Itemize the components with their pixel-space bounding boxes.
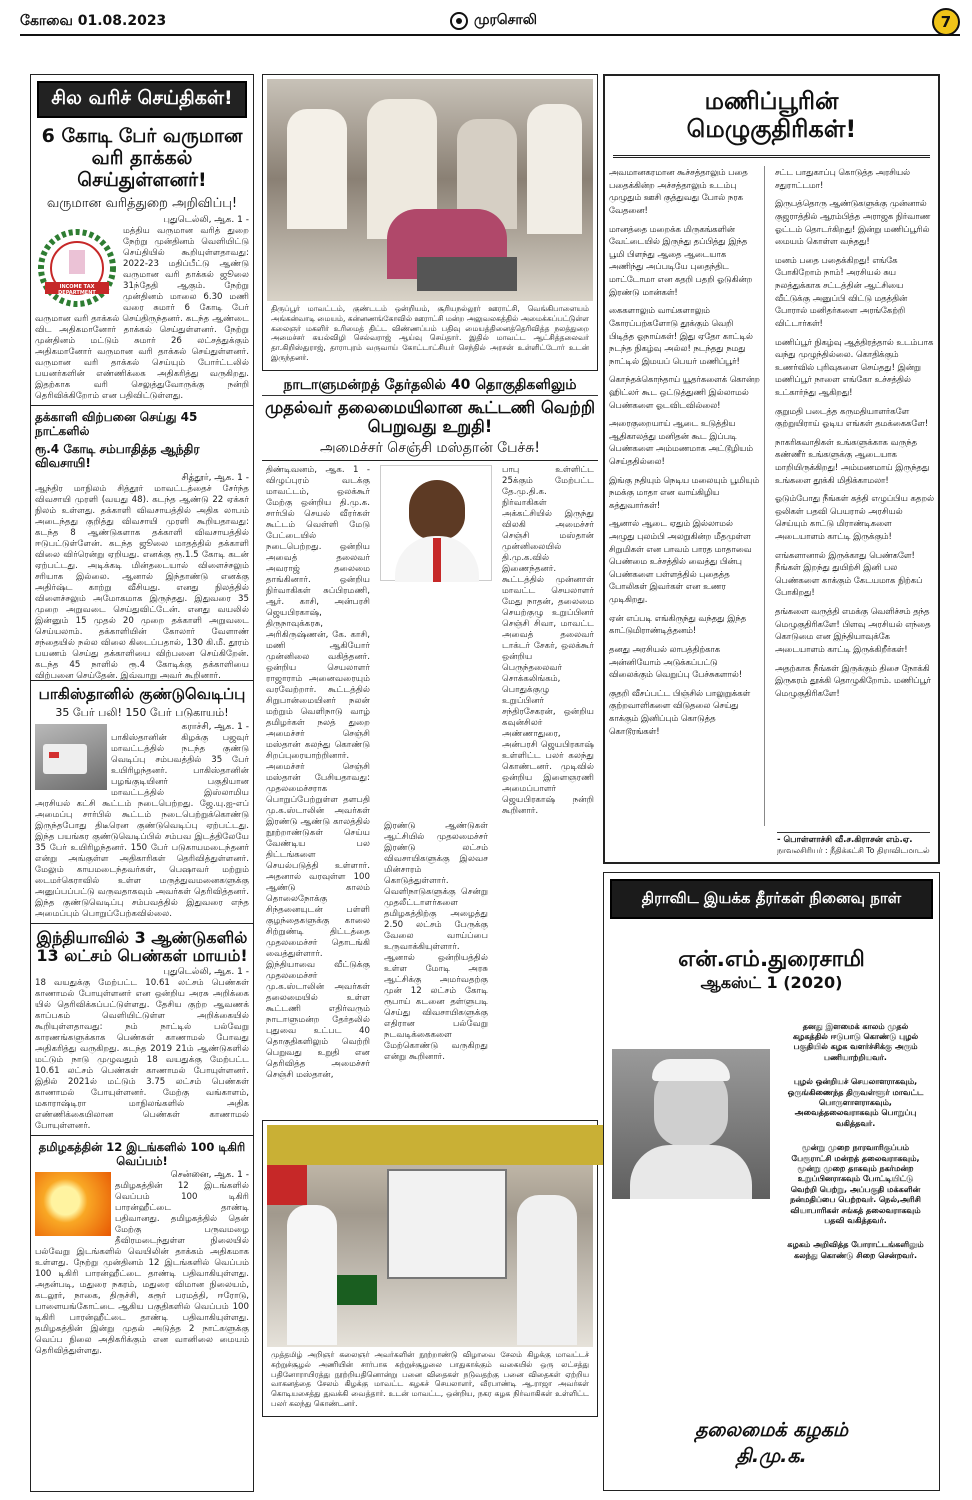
story-tomato-head1: தக்காளி விற்பனை செய்து 45 நாட்களில் xyxy=(35,410,198,439)
memorial-date: ஆகஸ்ட் 1 (2020) xyxy=(700,973,843,993)
minister-story-kicker: நாடாளுமன்றத் தேர்தலில் 40 தொகுதிகளிலும் xyxy=(262,377,598,396)
poem-stanza: ஏன் எப்படி எங்கிருந்து வந்தது இந்த காட்டுமிராண்டித்தனம்! xyxy=(609,612,747,636)
heat-sun-photo xyxy=(35,1172,111,1236)
memorial-bio xyxy=(780,1019,931,1264)
poem-box xyxy=(603,74,940,864)
story-pakistan-sub: 35 பேர் பலி! 150 பேர் படுகாயம்! xyxy=(55,705,229,719)
story-pakistan-blast xyxy=(31,684,253,920)
briefs-banner: சில வரிச் செய்திகள்! xyxy=(37,81,247,118)
page-number: 7 xyxy=(932,8,960,36)
pakistan-blast-photo xyxy=(35,724,107,790)
story-pakistan-body: பாகிஸ்தானின் கிழக்கு பஜவுர் மாவட்டத்தில் நடந்த குண்டு வெடிப்பு சம்பவத்தில் 35 பேர் உயிரிழந்தனர். பாகிஸ்தானின் பழங்குடியினர் பகுதியான மாவட்டத்தில் இஸ்லாமிய அரசியல் கட்சி கூட்டம் நடைபெற்றது. ஜே.யு.ஐ-எப் அமைப்பு சார்பில் கூட்டம் நடைபெற்றுக்கொண்டு இருந்தபோது திடீரென குண்டுவெடிப்பு ஏற்பட்டது. இந்த பயங்கர குண்டுவெடிப்பில் சம்பவ இடத்திலேயே 35 பேர் உயிரிழந்தனர். 150 பேர் படுகாயமடைந்தனர் என்று அங்குள்ள அதிகாரிகள் தெரிவித்துள்ளனர். மேலும் காயமடைந்தவர்கள், பெஷாவர் மற்றும் டைமர்கெராவில் உள்ள மருத்துவமனைகளுக்கு அனுப்பப்பட்டு வருவதாகவும் அவர்கள் தெரிவித்தனர். இந்த குண்டுவெடிப்பு சம்பவத்தில் இதுவரை எந்த அமைப்பும் பொறுப்பேற்கவில்லை. xyxy=(35,732,249,919)
poem-stanza: இங்கு நதியும் நெடிய மலையும் பூமியும் நமக்கு மாதா என வாய்கிழிய கத்துவார்கள்! xyxy=(609,474,760,510)
memorial-sign-2: தி.மு.க. xyxy=(736,1445,807,1468)
poem-stanza: சட்ட பாதுகாப்பு கொடுத்த அரசியல் சதுராட்டமா! xyxy=(775,167,910,190)
palm-seed-story xyxy=(262,1120,598,1417)
poem-stanza: எங்களானால் இருக்காது பெண்களே! நீங்கள் இறந்து துயிற்சி இனி பல பெண்களை காக்கும் கேடயமாக நிற்கப் போகிறது! xyxy=(775,549,923,598)
page-date: கோவை 01.08.2023 xyxy=(20,13,167,29)
paper-brand xyxy=(450,12,537,30)
story-missing-women-dateline: புதுடெல்லி, ஆக. 1 - xyxy=(163,967,249,978)
memorial-name: என்.எம்.துரைசாமி xyxy=(678,947,865,972)
story-heat-head: தமிழகத்தின் 12 இடங்களில் 100 டிகிரி வெப்பம்! xyxy=(38,1140,246,1168)
poem-title: மணிப்பூரின் மெழுகுதிரிகள்! xyxy=(613,76,930,158)
memorial-sign-1: தலைமைக் கழகம் xyxy=(694,1419,849,1442)
poem-stanza: கைகளாலும் வாய்களாலும் கோரப்பற்களோடு தூக்கும் வெறி பிடித்த ஓநாய்கள்! இது ஏதோ காட்டில் நடந்த நிகழ்வு அல்ல! நடந்தது நமது நாட்டில் இமயப் பெயர் மணிப்பூர்! xyxy=(609,305,753,366)
story-tomato-farmer xyxy=(31,409,253,681)
minister-story-body xyxy=(262,465,598,1081)
income-tax-seal-icon xyxy=(35,226,119,310)
story-income-tax-body: மத்திய வருமான வரித் துறை நேற்று முன்தினம் வெளியிட்டு செய்தியில் கூறியுள்ளதாவது: 2022-23 மதிப்பீட்டு ஆண்டு வருமான வரி தாக்கல் ஜூலை 31ந்தேதி ஆகும். நேற்று முன்தினம் மாலை 6.30 மணி வரை சுமார் 6 கோடி பேர் வருமான வரி தாக்கல் செய்திருந்தனர். கடந்த ஆண்டை விட அதிகமானோர் தாக்கல் செய்துள்ளனர். நேற்று முன்தினம் மட்டும் சுமார் 26 லட்சத்துக்கும் அதிகமானோர் வருமான வரி தாக்கல் செய்துள்ளனர். வருமான வரி தாக்கல் செய்யும் போர்ட்டலில் பயனர்களின் எண்ணிக்கை அதிகரித்து வருகிறது. இதற்காக வரி செலுத்துவோருக்கு நன்றி தெரிவிக்கிறோம் என பதிவிட்டுள்ளது. xyxy=(35,226,249,402)
poem-stanza: அவமானகரமான கூச்சத்தாலும் பதை பதைக்கின்ற அச்சத்தாலும் உடம்பு முழுதும் ஊசி குத்துவது போல் நரக வேதனை! xyxy=(609,167,748,216)
right-column xyxy=(603,74,940,1492)
briefs-column xyxy=(30,74,254,1492)
paper-name: முரசொலி xyxy=(474,12,537,28)
registration-camp-photo xyxy=(267,79,593,301)
poem-stanza: அதற்காக நீங்கள் இருக்கும் திசை நோக்கி இருகரம் தூக்கி தொழுகிறோம். மணிப்பூர் மெழுகுதிரிகளே! xyxy=(775,662,931,698)
story-missing-women-body: 18 வயதுக்கு மேற்பட்ட 10.61 லட்சம் பெண்கள் காணாமல் போயுள்ளனர் என ஒன்றிய அரசு அறிக்கை யில் தெரிவிக்கப்பட்டுள்ளது. தேசிய குற்ற ஆவணக் காப்பகம் வெளியிட்டுள்ள அறிக்கையில் கூறியுள்ளதாவது: நம் நாட்டில் பல்வேறு காரணங்களுக்காக பெண்கள் காணாமல் போவது அதிகரித்து வருகிறது. கடந்த 2019 21ம் ஆண்டுகளில் மட்டும் நாடு முழுவதும் 18 வயதுக்கு மேற்பட்ட 10.61 லட்சம் பெண்கள் காணாமல் போயுள்ளனர். இதில் 2021ல் மட்டும் 3.75 லட்சம் பெண்கள் காணாமல் போயுள்ளனர். மேற்கு வங்காளம், மகாராஷ்டிரா மாநிலங்களில் அதிக எண்ணிக்கையிலான பெண்கள் காணாமல் போயுள்ளனர். xyxy=(35,978,249,1132)
poem-stanza: தங்களை வருத்தி எமக்கு வெளிச்சம் தந்த மெழுகுதிரிகளே! பிளவு அரசியல் எந்தை கொடுமை என இந்தியாவுக்கே அடையாளம் காட்டி இருக்கிறீர்கள்! xyxy=(775,606,931,654)
poem-stanza: நாகரிகவாதிகள் உங்களுக்காக வருந்த கண்ணீர் உங்களுக்கு ஆடையாக மாறியிருக்கிறது! அம்மணமாய் இருந்தது உங்களை தூக்கி மிதிக்காமலா! xyxy=(775,436,930,485)
poem-stanza: கொந்தக்கொந்தாய் யூதர்களைக் கொன்ற ஹிட்லர் கூட ஒட்டுத்துணி இல்லாமல் பெண்களை ஓடவிடவில்லை! xyxy=(609,374,760,410)
palm-seed-flagoff-photo xyxy=(267,1125,593,1347)
story-income-tax-head: 6 கோடி பேர் வருமான வரி தாக்கல் செய்துள்ளனர்! xyxy=(41,125,243,191)
poem-stanza: மணிப்பூர் நிகழ்வு ஆத்திரத்தால் உடம்பாக வந்து முழுந்தில்லை. கொதிக்கும் உணர்வில் புரிவுகளை செய்தது! இன்று மணிப்பூர் நாளை எங்கோ உச்சத்தில் உட்கார்ந்து ஆகிறது! xyxy=(775,336,934,397)
poem-stanza: இருபத்தொரு ஆண்டுகளுக்கு முன்னால் குஜராத்தில் ஆரம்பித்த அராஜக நிர்வாண ஓட்டம் தொடர்கிறது! இன்று மணிப்பூரில் மையம் கொள்ள வந்தது! xyxy=(775,198,931,247)
story-tomato-dateline: சித்தூர், ஆக. 1 - xyxy=(181,472,249,483)
memorial-box xyxy=(603,872,940,1491)
story-missing-women-head: இந்தியாவில் 3 ஆண்டுகளில் 13 லட்சம் பெண்கள் மாயம்! xyxy=(36,927,248,965)
memorial-portrait-photo xyxy=(612,1049,770,1199)
poem-author: - பொள்ளாச்சி வீ.ச.கிராசன் எம்.ஏ. xyxy=(777,835,913,846)
poem-stanza: குதறி வீசப்பட்ட பிஞ்சில் பாலுறுக்கள் குற்றவாளிகளை விடுதலை செய்து காக்கும் இனிப்பும் கொடுத்த கொடூரங்கள்! xyxy=(609,687,751,736)
story-heat xyxy=(31,1139,253,1356)
story-heat-body: தமிழகத்தின் 12 இடங்களில் வெப்பம் 100 டிகிரி பாரன்ஹீட்டை தாண்டி பதிவானது. தமிழகத்தில் தென் மேற்கு பருவமழை தீவிரமடைந்துள்ள நிலையில் பல்வேறு இடங்களில் வெயிலின் தாக்கம் அதிகமாக உள்ளது. நேற்று முன்தினம் 12 இடங்களில் வெப்பம் 100 டிகிரி பாரன்ஹீட்டை தாண்டி பதிவாகியுள்ளது. அதன்படி, மதுரை நகரம், மதுரை விமான நிலையம், கடலூர், நாகை, திருச்சி, கரூர் பரமத்தி, ஈரோடு, பாளையங்கோட்டை ஆகிய பகுதிகளில் வெப்பம் 100 டிகிரி பாரன்ஹீட்டை தாண்டி பதிவாகியுள்ளது. தமிழகத்தின் இன்று முதல் அடுத்த 2 நாட்களுக்கு வெப்ப நிலை அதிகரிக்கும் என வானிலை மையம் தெரிவித்துள்ளது. xyxy=(35,1180,249,1356)
memorial-bio-3: மூன்று முறை நாரவாரிகுப்பம் பேரூராட்சி மன்றத் தலைவராகவும், மூன்று முறை தாகவும் நகர்மன்ற உறுப்பினராகவும் போட்டியிட்டு வெற்றி பெற்று, அப்பகுதி மக்களின் நன்மதிப்பை பெற்றவர். நெல்,அரிசி வியாபாரிகள் சங்கத் தலைவராகவும் பதவி வகித்தவர். xyxy=(790,1143,921,1225)
poem-stanza: மனம் பதை பதைக்கிறது! எங்கே போகிறோம் நாம்! அரசியல் சுய நலத்துக்காக சட்டத்தின் ஆட்சியை வீட்டுக்கு அனுப்பி விட்டு மதத்தின் போரால் மனிதர்களை அரங்கேற்றி விட்டார்கள்! xyxy=(775,254,908,328)
minister-portrait-photo xyxy=(380,465,492,581)
story-income-tax xyxy=(31,124,253,402)
poem-stanza: ஆனால் ஆடை ஏதும் இல்லாமல் அழுது புலம்பி அலறுகின்ற மீதமுள்ள சிறுமிகள் என பாவம் பாரத மாதாவை பெண்மை உச்சத்தில் வைத்து பின்பு பெண்களை பள்ளத்தில் புதைத்த போலிகள் இவர்கள் என உணர முடிகிறது. xyxy=(609,518,752,605)
income-tax-logo-text: INCOME TAX DEPARTMENT xyxy=(58,284,96,297)
masthead xyxy=(20,10,960,36)
memorial-bio-4: கழகம் அறிவித்த போராட்டங்களிலும் கலந்து கொண்டு சிறை சென்றவர். xyxy=(787,1240,924,1260)
story-heat-dateline: சென்னை, ஆக. 1 - xyxy=(170,1169,249,1180)
story-tomato-body: ஆந்திர மாநிலம் சித்தூர் மாவட்டத்தைச் சேர்ந்த விவசாயி முரளி (வயது 48). கடந்த ஆண்டு 22 ஏக்கர் நிலம் உள்ளது. தக்காளி விவசாயத்தில் அதிக லாபம் அடைந்தது குறித்து விவசாயி முரளி கூறியதாவது: கடந்த 8 ஆண்டுகளாக தக்காளி விவசாயத்தில் ஈடுபட்டுள்ளேன். கடந்த ஜூலை மாதத்தில் தக்காளி விலை விர்ரென்று ஏறியது. எனக்கு ரூ.1.5 கோடி கடன் ஏற்பட்டது. அடிக்கடி மின்தடையால் விளைச்சலும் சரியாக இல்லை. ஆனால் இந்தாண்டு எனக்கு அதிர்ஷ்ட காற்று வீசியது. எனது நிலத்தில் விளைச்சலும் அமோகமாக இருந்தது. இதுவரை 35 முறை அறுவடை செய்துவிட்டேன். எனது வயலில் இன்னும் 15 முதல் 20 முறை தக்காளி அறுவடை செய்யலாம். தக்காளியின் கோலார் வேளாண் சந்தையில் நல்ல விலை கிடைப்பதால், 130 கி.மீ. தூரம் பயணம் செய்து தக்காளியை விற்பனை செய்கிறேன். கடந்த 45 நாளில் ரூ.4 கோடிக்கு தக்காளியை விற்பனை செய்தேன். இவ்வாறு அவர் கூறினார். xyxy=(35,483,249,681)
minister-story-head: முதல்வர் தலைமையிலான கூட்டணி வெற்றி பெறுவது உறுதி! xyxy=(264,397,596,436)
memorial-banner: திராவிட இயக்க தீரர்கள் நினைவு நாள் xyxy=(610,879,933,919)
story-pakistan-dateline: கராச்சி, ஆக. 1 - xyxy=(181,721,249,732)
memorial-bio-1: தனது இளமைக் காலம் முதல் கழகத்தில் ஈடுபாடு கொண்டு புழல் பகுதியில் கழக வளர்ச்சிக்கு அரும் பணியாற்றியவர். xyxy=(792,1021,919,1062)
poem-stanza: அரைகுறையாய் ஆடை உடுத்திய ஆதிகாலத்து மனிதன் கூட இப்படி பெண்களை அம்மணமாக அட்டூழியம் செய்ததில்லை! xyxy=(609,418,753,466)
memorial-bio-2: புழல் ஒன்றியச் செயலாளராகவும், ஒருங்கிணைந்த திருவள்ளூர் மாவட்ட பொருளாளராகவும், அவைத்தலைவராகவும் பொறுப்பு வகித்தவர். xyxy=(787,1077,924,1128)
poem-columns xyxy=(605,166,938,826)
story-income-tax-sub: வருமான வரித்துறை அறிவிப்பு! xyxy=(46,195,238,211)
palm-seed-caption: முத்தமிழ் அறிஞர் கலைஞர் அவர்களின் நூற்றாண்டு விழாவை சேலம் கிழக்கு மாவட்டச் சுற்றுச்சூழல் அணியின் சார்பாக சுற்றுச்சூழலை பாதுகாக்கும் வகையில் ஒரு லட்சத்து பதினோராயிரத்து நூற்றியதினொன்று பனை விதைகள் நடுவதற்கு பனை விதைகள் ஏற்றிய வாகனத்தை சேலம் கிழக்கு மாவட்ட கழகச் செயலாளர், வீரபாண்டி ஆ.ராஜா அவர்கள் கொடியசைத்து துவக்கி வைத்தார். உடன் மாவட்ட, ஒன்றிய, நகர கழக நிர்வாகிகள் உள்ளிட்ட பலர் கலந்து கொண்டனர். xyxy=(271,1350,589,1408)
poem-stanza: ஓடும்போது நீங்கள் கத்தி எழுப்பிய கதறல் ஒலிகள் பதவி பெயரால் அரசியல் செய்யும் காட்டு மிராண்டிகளை அடையாளம் காட்டி இருக்கும்! xyxy=(775,493,934,542)
minister-story-right-b: பாபு உள்ளிட்ட 25க்கும் மேற்பட்ட தே.மு.தி.க. நிர்வாகிகள் அக்கட்சியில் இருந்து விலகி அமைச்சர் செஞ்சி மஸ்தான் முன்னிலையில் தி.மு.க.வில் இணைந்தனர். கூட்டத்தில் முன்னாள் மாவட்ட செயலாளர் மேது நாதன், தலைமை செயற்குழு உறுப்பினர் செஞ்சி சிவா, மாவட்ட அவைத் தலைவர் டாக்டர் சேகர், ஒலக்கூர் ஒன்றிய பெருந்தலைவர் சொக்கலிங்கம், பொதுக்குழு உறுப்பினர் சந்திரசேகரன், ஒன்றிய கவுன்சிலர் அண்ணாதுரை, அன்பரசி ஜெயபிரகாஷ் உள்ளிட்ட பலர் கலந்து கொண்டனர். முடிவில் ஒன்றிய இளைஞரணி அமைப்பாளர் ஜெயபிரகாஷ் நன்றி கூறினார். xyxy=(502,464,594,816)
minister-story-sub: அமைச்சர் செஞ்சி மஸ்தான் பேச்சு! xyxy=(262,440,598,461)
poem-stanza: மானத்தை மறைக்க மிருகங்களின் வேட்டையில் இருந்து தப்பித்து இந்த பூமி பிளந்து ஆதை ஆடையாக அணிந்து அப்படியே புதைந்திட மாட்டோமா என கதறி பதறி ஓடுகின்ற இரண்டு மான்கள்! xyxy=(609,223,753,297)
poem-left-column xyxy=(605,166,765,826)
poem-stanza: தனது அரசியல் லாபத்திற்காக அன்னியோம் அடுக்கப்பட்டு விலைக்கும் வெறுப்பு பேச்சுகளால்! xyxy=(609,643,743,680)
registration-camp-caption: திருப்பூர் மாவட்டம், குண்டடம் ஒன்றியம், சூரியநல்லூர் ஊராட்சி, வெங்கிபாளையம் அங்கன்வாடி மையம், கன்னணங்கோவில் ஊராட்சி மன்ற அலுவலகத்தில் அமைக்கப்பட்டுள்ள கலைஞர் மகளிர் உரிமைத் திட்ட விண்ணப்பம் பதிவு மையத்தினைத்தெரிவித்த நலத்துறை அமைச்சர் கயல்விழி செல்வராஜ் ஆய்வு செய்தார். இதில் மாவட்ட ஆட்சித்தலைவர் தா.கிறிஸ்துராஜ், தாராபுரம் வருவாய் கோட்டாட்சியர் செந்தில் அரசன் உள்ளிட்டோர் உடன் இருந்தனர். xyxy=(271,304,590,362)
poem-right-column xyxy=(771,166,938,746)
story-missing-women xyxy=(31,927,253,1133)
story-income-tax-dateline: புதுடெல்லி, ஆக. 1 - xyxy=(163,215,249,226)
paper-logo-icon xyxy=(450,12,468,30)
poem-stanza: குறுமதி படைத்த கருமதியாளர்களே குற்றுயிராய் ஓடிய எங்கள் தமக்கைகளே! xyxy=(775,405,929,429)
story-tomato-head2: ரூ.4 கோடி சம்பாதித்த ஆந்திர விவசாயி! xyxy=(35,442,200,470)
poem-author-note: நாவலசிரியர் : நீதிக்கட்சி To திராவிடமாடல் xyxy=(777,846,930,856)
center-column xyxy=(262,74,598,1492)
minister-story-right-a: இரண்டு ஆண்டுகள் ஆட்சியில் முதலமைச்சர் இரண்டு லட்சம் விவசாயிகளுக்கு இலவச மின்சாரம் கொடுத்துள்ளார். வெளிநாடுகளுக்கு சென்று முதலீட்டாளர்களை தமிழகத்திற்கு அழைத்து 2.50 லட்சம் பேருக்கு வேலை வாய்ப்பை உருவாக்கியுள்ளார். ஆனால் ஒன்றியத்தில் உள்ள மோடி அரசு ஆட்சிக்கு அமர்வதற்கு முன் 12 லட்சம் கோடி ரூபாய் கடனை தள்ளுபடி செய்து விவசாயிகளுக்கு எதிரான பல்வேறு நடவடிக்கைகளை மேற்கொண்டு வருகிறது என்று கூறினார். xyxy=(384,820,488,1062)
story-pakistan-head: பாகிஸ்தானில் குண்டுவெடிப்பு xyxy=(38,684,246,703)
minister-story-left: திண்டிவனம், ஆக. 1 - விழுப்புரம் வடக்கு மாவட்டம், ஒலக்கூர் மேற்கு ஒன்றிய தி.மு.க. சார்பில் செயல் வீரர்கள் கூட்டம் வெள்ளி மேடு பேட்டையில் நடைபெற்றது. ஒன்றிய அவைத் தலைவர் அவராஜ் தலைமை தாங்கினார். ஒன்றிய நிர்வாகிகள் சுப்பிரமணி, ஆர். காசி, அன்பரசி ஜெயபிரகாஷ், திருநாவுக்கரசு, அரிகிருஷ்ணன், கே. காசி, மணி ஆகியோர் முன்னிலை வகித்தனர். ஒன்றிய செயலாளர் ராஜாராம் அனைவரையும் வரவேற்றார். கூட்டத்தில் சிறுபான்மையினர் நலன் மற்றும் வெளிநாடு வாழ் தமிழர்கள் நலத் துறை அமைச்சர் செஞ்சி மஸ்தான் கலந்து கொண்டு சிறப்புரையாற்றினார். அமைச்சர் செஞ்சி மஸ்தான் பேசியதாவது: முதலமைச்சராக பொறுப்பேற்றுள்ள தளபதி மு.க.ஸ்டாலின் அவர்கள் இரண்டு ஆண்டு காலத்தில் நூற்றாண்டுகள் செய்ய வேண்டிய பல திட்டங்களை செயல்படுத்தி உள்ளார். அதனால் வரவுள்ள 100 ஆண்டு காலம் தொலைநோக்கு சிந்தனையுடன் பள்ளி குழந்தைகளுக்கு காலை சிற்றுண்டி திட்டத்தை முதலமைச்சர் தொடங்கி வைத்துள்ளார். இந்தியாவை வீட்டுக்கு முதலமைச்சர் மு.க.ஸ்டாலின் அவர்கள் தலைமையில் உள்ள கூட்டணி எதிர்வரும் நாடாளுமன்ற தேர்தலில் புதுவை உட்பட 40 தொகுதிகளிலும் வெற்றி பெறுவது உறுதி என தெரிவித்த அமைச்சர் செஞ்சி மஸ்தான், xyxy=(266,464,370,1080)
income-tax-logo xyxy=(35,226,119,310)
